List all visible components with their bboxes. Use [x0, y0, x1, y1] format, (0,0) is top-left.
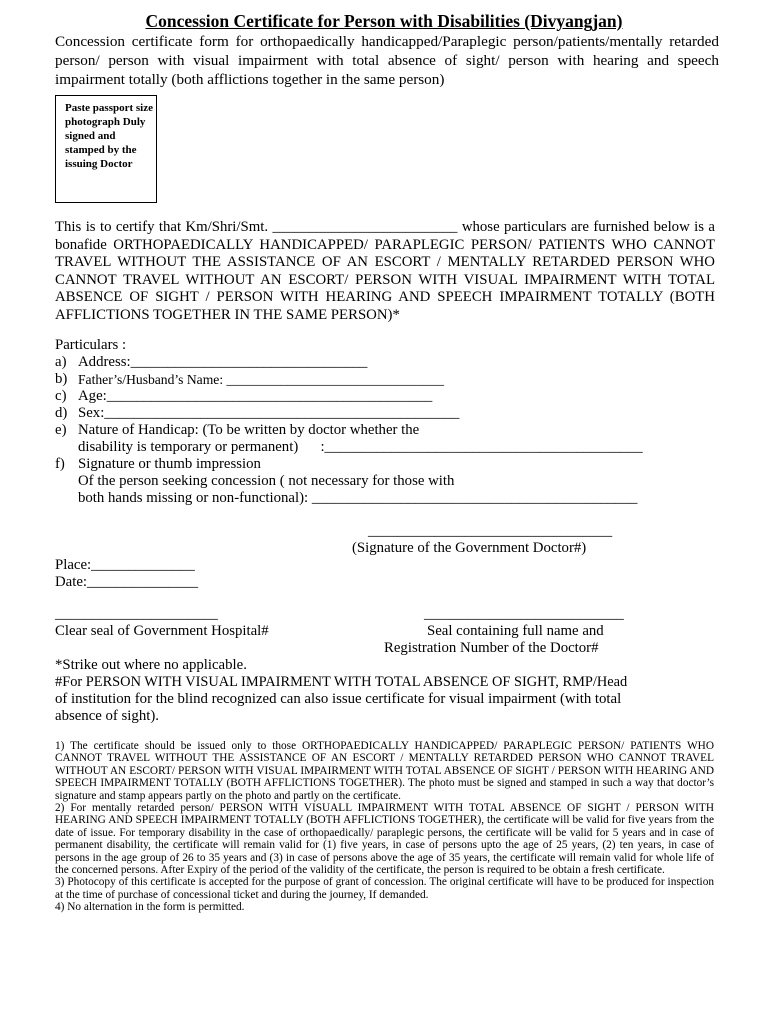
- particular-marker-e: e): [55, 422, 67, 438]
- signature-thumb-field[interactable]: both hands missing or non-functional): ____________________________________________: [78, 490, 638, 506]
- intro-paragraph: Concession certificate form for orthopaedically handicapped/Paraplegic person/patients/mentally retarded person/ person with visual impairment with total absence of sight/ person with hearing and speech impairment totally (both afflictions together in the same person): [55, 33, 719, 88]
- doctor-seal-label-2: Registration Number of the Doctor#: [384, 640, 599, 656]
- doctor-seal-label-1: Seal containing full name and: [427, 623, 604, 639]
- particulars-heading: Particulars :: [55, 337, 127, 353]
- doctor-signature-label: (Signature of the Government Doctor#): [352, 540, 587, 556]
- page-title: Concession Certificate for Person with Disabilities (Divyangjan): [145, 11, 623, 31]
- visual-impairment-note-1: #For PERSON WITH VISUAL IMPAIRMENT WITH TOTAL ABSENCE OF SIGHT, RMP/Head: [55, 674, 628, 690]
- signature-thumb-note: Of the person seeking concession ( not necessary for those with: [78, 473, 455, 489]
- hospital-seal-line[interactable]: ______________________: [55, 606, 218, 622]
- certification-paragraph: This is to certify that Km/Shri/Smt. _________________________ whose particulars are furnished below is a bonafide ORTHOPAEDICALLY HANDICAPPED/ PARAPLEGIC PERSON/ PATIENTS WHO CANNOT TRAVEL WITHOUT THE ASSISTANCE OF AN ESCORT / MENTALLY RETARDED PERSON WHO CANNOT TRAVEL WITHOUT AN ESCORT/ PERSON WITH VISUAL IMPAIRMENT WITH TOTAL ABSENCE OF SIGHT / PERSON WITH HEARING AND SPEECH IMPAIRMENT TOTALLY (BOTH AFFLICTIONS TOGETHER IN THE SAME PERSON)*: [55, 219, 715, 323]
- footnote-4: 4) No alternation in the form is permitted.: [55, 901, 245, 914]
- particular-marker-b: b): [55, 371, 68, 387]
- nature-of-handicap-label: Nature of Handicap: (To be written by doctor whether the: [78, 422, 420, 438]
- strike-out-note: *Strike out where no applicable.: [55, 657, 247, 673]
- particular-marker-d: d): [55, 405, 68, 421]
- footnote-1: 1) The certificate should be issued only to those ORTHOPAEDICALLY HANDICAPPED/ PARAPLEGIC PERSON/ PATIENTS WHO CANNOT TRAVEL WITHOUT THE ASSISTANCE OF AN ESCORT / MENTALLY RETARDED PERSON WHO CANNOT TRAVEL WITHOUT AN ESCORT/ PERSON WITH VISUAL IMPAIRMENT WITH TOTAL ABSENCE OF SIGHT / PERSON WITH HEARING AND SPEECH IMPAIRMENT TOTALLY (BOTH AFFLICTIONS TOGETHER). The photo must be signed and stamped in such a way that doctor’s signature and stamp appears partly on the photo and partly on the certificate.: [55, 740, 714, 802]
- photo-instructions: Paste passport size photograph Duly signed and stamped by the issuing Doctor: [65, 102, 153, 170]
- nature-of-handicap-field[interactable]: disability is temporary or permanent) :___________________________________________: [78, 439, 643, 455]
- doctor-signature-line[interactable]: _________________________________: [368, 523, 613, 539]
- visual-impairment-note-3: absence of sight).: [55, 708, 159, 724]
- particular-marker-a: a): [55, 354, 67, 370]
- age-field[interactable]: Age:____________________________________________: [78, 388, 433, 404]
- date-field[interactable]: Date:_______________: [55, 574, 199, 590]
- hospital-seal-label: Clear seal of Government Hospital#: [55, 623, 269, 639]
- address-field[interactable]: Address:________________________________: [78, 354, 368, 370]
- footnote-2: 2) For mentally retarded person/ PERSON WITH VISUALL IMPAIRMENT WITH TOTAL ABSENCE OF SIGHT / PERSON WITH HEARING AND SPEECH IMPAIRMENT TOTALLY (BOTH AFFLICTIONS TOGETHER), the certificate will be valid for five years from the date of issue. For temporary disability in the case of orthopaedically/ paraplegic persons, the certificate will be valid for 5 years and in case of permanent disability, the certificate will remain valid for (1) five years, in case of persons upto the age of 25 years, (2) ten years, in case of persons in the age group of 26 to 35 years and (3) in case of persons above the age of 35 years, the certificate will remain valid for whole life of the concerned persons. After Expiry of the period of the validity of the certificate, the person is required to be obtain a fresh certificate.: [55, 802, 714, 877]
- signature-thumb-label: Signature or thumb impression: [78, 456, 261, 472]
- photo-placeholder-box: [55, 95, 157, 203]
- visual-impairment-note-2: of institution for the blind recognized can also issue certificate for visual impairment (with total: [55, 691, 622, 707]
- particular-marker-f: f): [55, 456, 65, 472]
- place-field[interactable]: Place:______________: [55, 557, 195, 573]
- footnote-3: 3) Photocopy of this certificate is accepted for the purpose of grant of concession. The original certificate will have to be produced for inspection at the time of purchase of concessional ticket and during the journey, If demanded.: [55, 876, 714, 901]
- father-husband-name-field[interactable]: Father’s/Husband’s Name: ________________________________: [78, 372, 445, 387]
- doctor-seal-line[interactable]: ___________________________: [424, 606, 624, 622]
- sex-field[interactable]: Sex:________________________________________________: [78, 405, 460, 421]
- particular-marker-c: c): [55, 388, 67, 404]
- footnotes-block: [55, 740, 714, 914]
